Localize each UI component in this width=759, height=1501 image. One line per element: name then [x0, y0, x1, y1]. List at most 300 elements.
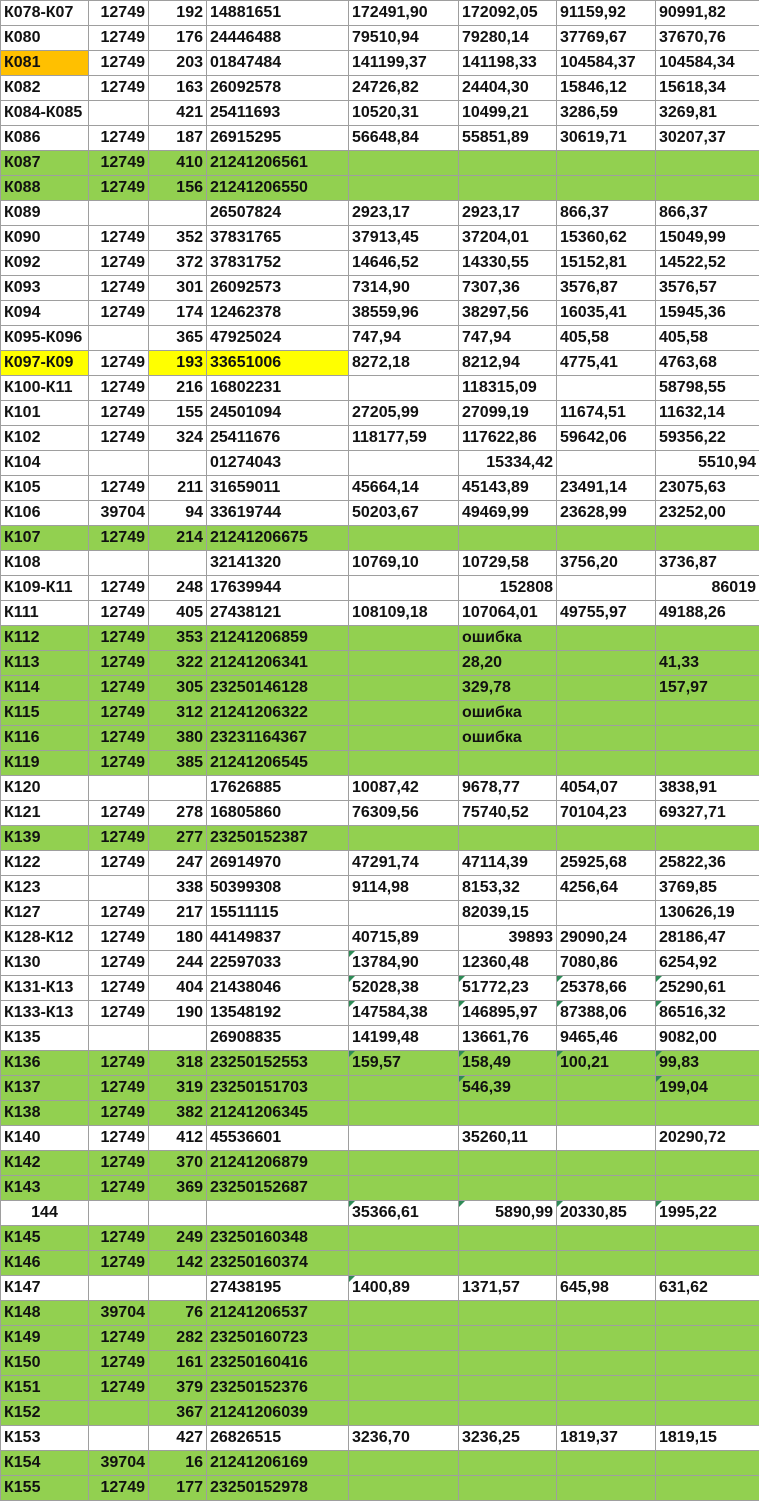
cell-meter[interactable]: 45536601 — [207, 1126, 349, 1151]
cell-value-c[interactable]: 15360,62 — [557, 226, 656, 251]
cell-value-a[interactable]: 3236,70 — [349, 1426, 459, 1451]
cell-id[interactable]: К080 — [1, 26, 89, 51]
cell-code[interactable] — [89, 876, 149, 901]
cell-value-a[interactable]: 8272,18 — [349, 351, 459, 376]
cell-meter[interactable]: 22597033 — [207, 951, 349, 976]
cell-number[interactable]: 217 — [149, 901, 207, 926]
cell-value-c[interactable]: 645,98 — [557, 1276, 656, 1301]
cell-code[interactable]: 12749 — [89, 576, 149, 601]
cell-value-d[interactable] — [656, 726, 759, 751]
cell-id[interactable]: К152 — [1, 1401, 89, 1426]
cell-number[interactable]: 312 — [149, 701, 207, 726]
cell-value-c[interactable] — [557, 1251, 656, 1276]
cell-meter[interactable]: 21241206550 — [207, 176, 349, 201]
cell-number[interactable]: 305 — [149, 676, 207, 701]
cell-value-c[interactable] — [557, 751, 656, 776]
cell-value-c[interactable]: 59642,06 — [557, 426, 656, 451]
cell-number[interactable]: 190 — [149, 1001, 207, 1026]
cell-meter[interactable]: 33651006 — [207, 351, 349, 376]
cell-id[interactable]: К120 — [1, 776, 89, 801]
cell-code[interactable]: 12749 — [89, 1376, 149, 1401]
cell-number[interactable]: 278 — [149, 801, 207, 826]
cell-value-a[interactable]: 10087,42 — [349, 776, 459, 801]
cell-value-a[interactable]: 1400,89 — [349, 1276, 459, 1301]
cell-value-d[interactable]: 3269,81 — [656, 101, 759, 126]
cell-meter[interactable]: 01847484 — [207, 51, 349, 76]
cell-value-a[interactable] — [349, 901, 459, 926]
cell-code[interactable]: 12749 — [89, 1226, 149, 1251]
cell-id[interactable]: К133-К13 — [1, 1001, 89, 1026]
cell-value-d[interactable]: 41,33 — [656, 651, 759, 676]
cell-meter[interactable]: 23250160374 — [207, 1251, 349, 1276]
cell-value-b[interactable] — [459, 176, 557, 201]
cell-value-c[interactable]: 20330,85 — [557, 1201, 656, 1226]
cell-code[interactable]: 12749 — [89, 226, 149, 251]
cell-number[interactable]: 214 — [149, 526, 207, 551]
cell-value-d[interactable]: 5510,94 — [656, 451, 759, 476]
cell-value-b[interactable] — [459, 1176, 557, 1201]
cell-value-c[interactable]: 37769,67 — [557, 26, 656, 51]
cell-code[interactable]: 12749 — [89, 276, 149, 301]
cell-value-b[interactable]: 35260,11 — [459, 1126, 557, 1151]
cell-number[interactable]: 382 — [149, 1101, 207, 1126]
cell-id[interactable]: К148 — [1, 1301, 89, 1326]
cell-value-b[interactable]: 2923,17 — [459, 201, 557, 226]
cell-value-a[interactable]: 747,94 — [349, 326, 459, 351]
cell-number[interactable]: 318 — [149, 1051, 207, 1076]
cell-value-b[interactable] — [459, 1226, 557, 1251]
cell-value-c[interactable] — [557, 1101, 656, 1126]
cell-meter[interactable]: 23250152978 — [207, 1476, 349, 1501]
cell-value-a[interactable]: 47291,74 — [349, 851, 459, 876]
cell-value-d[interactable] — [656, 151, 759, 176]
cell-value-b[interactable]: 5890,99 — [459, 1201, 557, 1226]
cell-number[interactable]: 421 — [149, 101, 207, 126]
cell-code[interactable]: 12749 — [89, 1126, 149, 1151]
cell-value-b[interactable]: 10729,58 — [459, 551, 557, 576]
cell-code[interactable] — [89, 1426, 149, 1451]
cell-code[interactable]: 12749 — [89, 376, 149, 401]
cell-value-b[interactable] — [459, 1376, 557, 1401]
cell-code[interactable]: 12749 — [89, 526, 149, 551]
cell-value-b[interactable]: 55851,89 — [459, 126, 557, 151]
cell-value-b[interactable] — [459, 751, 557, 776]
cell-value-a[interactable] — [349, 1351, 459, 1376]
cell-code[interactable] — [89, 451, 149, 476]
cell-meter[interactable]: 23250152376 — [207, 1376, 349, 1401]
cell-number[interactable]: 379 — [149, 1376, 207, 1401]
cell-number[interactable]: 155 — [149, 401, 207, 426]
cell-value-b[interactable]: 172092,05 — [459, 1, 557, 26]
cell-value-d[interactable] — [656, 1401, 759, 1426]
cell-id[interactable]: К094 — [1, 301, 89, 326]
cell-value-d[interactable] — [656, 176, 759, 201]
cell-id[interactable]: К078-К07 — [1, 1, 89, 26]
cell-number[interactable]: 249 — [149, 1226, 207, 1251]
cell-meter[interactable]: 24446488 — [207, 26, 349, 51]
cell-code[interactable]: 12749 — [89, 76, 149, 101]
cell-number[interactable]: 353 — [149, 626, 207, 651]
cell-value-a[interactable] — [349, 651, 459, 676]
cell-code[interactable]: 12749 — [89, 826, 149, 851]
cell-meter[interactable]: 26092573 — [207, 276, 349, 301]
cell-meter[interactable]: 14881651 — [207, 1, 349, 26]
cell-value-a[interactable] — [349, 626, 459, 651]
cell-number[interactable]: 277 — [149, 826, 207, 851]
cell-value-a[interactable] — [349, 1401, 459, 1426]
cell-meter[interactable]: 21241206341 — [207, 651, 349, 676]
cell-value-c[interactable] — [557, 676, 656, 701]
cell-value-b[interactable]: 27099,19 — [459, 401, 557, 426]
cell-value-a[interactable]: 159,57 — [349, 1051, 459, 1076]
cell-value-b[interactable]: 15334,42 — [459, 451, 557, 476]
cell-code[interactable]: 12749 — [89, 1351, 149, 1376]
cell-id[interactable]: К147 — [1, 1276, 89, 1301]
cell-code[interactable]: 12749 — [89, 401, 149, 426]
cell-value-c[interactable]: 49755,97 — [557, 601, 656, 626]
cell-id[interactable]: К155 — [1, 1476, 89, 1501]
cell-meter[interactable]: 17639944 — [207, 576, 349, 601]
cell-meter[interactable]: 21241206537 — [207, 1301, 349, 1326]
cell-value-c[interactable] — [557, 151, 656, 176]
cell-value-b[interactable] — [459, 1101, 557, 1126]
cell-value-d[interactable] — [656, 1226, 759, 1251]
cell-value-d[interactable] — [656, 626, 759, 651]
cell-code[interactable] — [89, 326, 149, 351]
cell-value-c[interactable]: 1819,37 — [557, 1426, 656, 1451]
cell-id[interactable]: К113 — [1, 651, 89, 676]
cell-value-c[interactable]: 3576,87 — [557, 276, 656, 301]
cell-value-b[interactable] — [459, 1451, 557, 1476]
cell-value-b[interactable] — [459, 1476, 557, 1501]
cell-value-c[interactable]: 7080,86 — [557, 951, 656, 976]
cell-value-a[interactable]: 2923,17 — [349, 201, 459, 226]
cell-value-b[interactable] — [459, 151, 557, 176]
cell-value-b[interactable]: 329,78 — [459, 676, 557, 701]
cell-meter[interactable]: 23250160723 — [207, 1326, 349, 1351]
cell-value-b[interactable]: 75740,52 — [459, 801, 557, 826]
cell-number[interactable]: 404 — [149, 976, 207, 1001]
cell-value-d[interactable] — [656, 1476, 759, 1501]
cell-value-d[interactable]: 15618,34 — [656, 76, 759, 101]
cell-value-a[interactable] — [349, 151, 459, 176]
cell-number[interactable] — [149, 776, 207, 801]
cell-number[interactable]: 244 — [149, 951, 207, 976]
cell-value-a[interactable]: 147584,38 — [349, 1001, 459, 1026]
cell-code[interactable]: 12749 — [89, 126, 149, 151]
cell-value-a[interactable]: 76309,56 — [349, 801, 459, 826]
cell-value-a[interactable] — [349, 1101, 459, 1126]
cell-id[interactable]: К135 — [1, 1026, 89, 1051]
cell-value-a[interactable]: 52028,38 — [349, 976, 459, 1001]
cell-meter[interactable]: 26826515 — [207, 1426, 349, 1451]
cell-value-a[interactable]: 24726,82 — [349, 76, 459, 101]
cell-value-b[interactable]: 8212,94 — [459, 351, 557, 376]
cell-value-b[interactable]: ошибка — [459, 626, 557, 651]
cell-code[interactable]: 12749 — [89, 1001, 149, 1026]
cell-code[interactable]: 12749 — [89, 1101, 149, 1126]
cell-id[interactable]: К151 — [1, 1376, 89, 1401]
cell-value-b[interactable] — [459, 1251, 557, 1276]
cell-value-b[interactable]: 7307,36 — [459, 276, 557, 301]
cell-code[interactable] — [89, 1401, 149, 1426]
cell-code[interactable]: 12749 — [89, 626, 149, 651]
cell-value-a[interactable] — [349, 1476, 459, 1501]
cell-id[interactable]: К105 — [1, 476, 89, 501]
cell-value-c[interactable]: 866,37 — [557, 201, 656, 226]
cell-number[interactable]: 322 — [149, 651, 207, 676]
cell-value-d[interactable]: 25290,61 — [656, 976, 759, 1001]
cell-meter[interactable]: 27438195 — [207, 1276, 349, 1301]
cell-value-c[interactable] — [557, 626, 656, 651]
cell-code[interactable]: 12749 — [89, 951, 149, 976]
cell-meter[interactable]: 23250160348 — [207, 1226, 349, 1251]
cell-id[interactable]: К122 — [1, 851, 89, 876]
cell-value-b[interactable] — [459, 1401, 557, 1426]
cell-value-b[interactable]: ошибка — [459, 726, 557, 751]
cell-value-b[interactable]: 118315,09 — [459, 376, 557, 401]
cell-id[interactable]: К107 — [1, 526, 89, 551]
cell-number[interactable]: 216 — [149, 376, 207, 401]
cell-value-a[interactable] — [349, 1326, 459, 1351]
cell-meter[interactable]: 50399308 — [207, 876, 349, 901]
cell-meter[interactable]: 16802231 — [207, 376, 349, 401]
cell-value-d[interactable]: 866,37 — [656, 201, 759, 226]
cell-id[interactable]: К150 — [1, 1351, 89, 1376]
cell-id[interactable]: 144 — [1, 1201, 89, 1226]
cell-id[interactable]: К093 — [1, 276, 89, 301]
cell-number[interactable]: 324 — [149, 426, 207, 451]
cell-value-c[interactable]: 15846,12 — [557, 76, 656, 101]
cell-value-b[interactable]: 13661,76 — [459, 1026, 557, 1051]
cell-value-c[interactable]: 3756,20 — [557, 551, 656, 576]
cell-value-a[interactable] — [349, 451, 459, 476]
cell-number[interactable]: 187 — [149, 126, 207, 151]
cell-value-d[interactable]: 1819,15 — [656, 1426, 759, 1451]
cell-code[interactable]: 12749 — [89, 151, 149, 176]
cell-value-d[interactable] — [656, 826, 759, 851]
cell-value-b[interactable]: 158,49 — [459, 1051, 557, 1076]
cell-code[interactable]: 12749 — [89, 351, 149, 376]
cell-number[interactable]: 248 — [149, 576, 207, 601]
cell-code[interactable]: 12749 — [89, 851, 149, 876]
cell-number[interactable]: 370 — [149, 1151, 207, 1176]
cell-value-b[interactable]: 79280,14 — [459, 26, 557, 51]
cell-value-b[interactable]: 141198,33 — [459, 51, 557, 76]
cell-value-c[interactable] — [557, 1476, 656, 1501]
cell-meter[interactable]: 21241206879 — [207, 1151, 349, 1176]
cell-value-c[interactable] — [557, 826, 656, 851]
cell-value-a[interactable]: 7314,90 — [349, 276, 459, 301]
cell-code[interactable]: 12749 — [89, 726, 149, 751]
cell-value-a[interactable]: 9114,98 — [349, 876, 459, 901]
cell-value-d[interactable] — [656, 1376, 759, 1401]
cell-value-c[interactable] — [557, 1126, 656, 1151]
cell-id[interactable]: К114 — [1, 676, 89, 701]
cell-number[interactable]: 410 — [149, 151, 207, 176]
cell-meter[interactable]: 15511115 — [207, 901, 349, 926]
cell-id[interactable]: К153 — [1, 1426, 89, 1451]
cell-value-a[interactable]: 118177,59 — [349, 426, 459, 451]
cell-meter[interactable]: 21241206345 — [207, 1101, 349, 1126]
cell-value-c[interactable]: 23628,99 — [557, 501, 656, 526]
cell-value-b[interactable]: 117622,86 — [459, 426, 557, 451]
cell-id[interactable]: К100-К11 — [1, 376, 89, 401]
cell-meter[interactable]: 26915295 — [207, 126, 349, 151]
cell-value-d[interactable] — [656, 1326, 759, 1351]
cell-meter[interactable]: 25411676 — [207, 426, 349, 451]
cell-id[interactable]: К095-К096 — [1, 326, 89, 351]
cell-number[interactable]: 94 — [149, 501, 207, 526]
cell-value-c[interactable] — [557, 1176, 656, 1201]
cell-number[interactable] — [149, 451, 207, 476]
cell-value-c[interactable]: 16035,41 — [557, 301, 656, 326]
cell-value-d[interactable]: 199,04 — [656, 1076, 759, 1101]
cell-id[interactable]: К088 — [1, 176, 89, 201]
cell-value-c[interactable] — [557, 1076, 656, 1101]
cell-number[interactable]: 177 — [149, 1476, 207, 1501]
cell-id[interactable]: К136 — [1, 1051, 89, 1076]
cell-meter[interactable]: 37831765 — [207, 226, 349, 251]
cell-value-c[interactable]: 4775,41 — [557, 351, 656, 376]
cell-number[interactable]: 193 — [149, 351, 207, 376]
cell-meter[interactable]: 32141320 — [207, 551, 349, 576]
cell-meter[interactable]: 17626885 — [207, 776, 349, 801]
cell-value-a[interactable] — [349, 1251, 459, 1276]
cell-meter[interactable] — [207, 1201, 349, 1226]
cell-id[interactable]: К086 — [1, 126, 89, 151]
cell-value-c[interactable] — [557, 701, 656, 726]
cell-id[interactable]: К138 — [1, 1101, 89, 1126]
cell-value-d[interactable]: 23252,00 — [656, 501, 759, 526]
cell-value-d[interactable]: 14522,52 — [656, 251, 759, 276]
cell-code[interactable]: 39704 — [89, 501, 149, 526]
cell-id[interactable]: К139 — [1, 826, 89, 851]
cell-value-b[interactable] — [459, 826, 557, 851]
cell-meter[interactable]: 12462378 — [207, 301, 349, 326]
cell-id[interactable]: К108 — [1, 551, 89, 576]
cell-meter[interactable]: 37831752 — [207, 251, 349, 276]
cell-value-a[interactable]: 108109,18 — [349, 601, 459, 626]
cell-value-b[interactable]: 146895,97 — [459, 1001, 557, 1026]
cell-value-d[interactable]: 9082,00 — [656, 1026, 759, 1051]
cell-value-c[interactable] — [557, 526, 656, 551]
cell-meter[interactable]: 21241206322 — [207, 701, 349, 726]
cell-value-b[interactable]: 3236,25 — [459, 1426, 557, 1451]
cell-value-c[interactable] — [557, 1226, 656, 1251]
cell-value-d[interactable]: 99,83 — [656, 1051, 759, 1076]
cell-value-d[interactable]: 25822,36 — [656, 851, 759, 876]
cell-value-d[interactable] — [656, 1351, 759, 1376]
cell-code[interactable] — [89, 776, 149, 801]
cell-number[interactable]: 385 — [149, 751, 207, 776]
cell-value-b[interactable] — [459, 1351, 557, 1376]
cell-code[interactable] — [89, 1026, 149, 1051]
cell-id[interactable]: К131-К13 — [1, 976, 89, 1001]
cell-value-b[interactable]: 37204,01 — [459, 226, 557, 251]
cell-number[interactable]: 380 — [149, 726, 207, 751]
cell-value-d[interactable] — [656, 1301, 759, 1326]
cell-number[interactable]: 211 — [149, 476, 207, 501]
cell-value-a[interactable]: 27205,99 — [349, 401, 459, 426]
cell-value-a[interactable]: 172491,90 — [349, 1, 459, 26]
cell-number[interactable]: 142 — [149, 1251, 207, 1276]
cell-id[interactable]: К084-К085 — [1, 101, 89, 126]
cell-value-b[interactable] — [459, 1151, 557, 1176]
cell-number[interactable]: 163 — [149, 76, 207, 101]
cell-code[interactable]: 12749 — [89, 1076, 149, 1101]
cell-number[interactable]: 427 — [149, 1426, 207, 1451]
cell-value-c[interactable] — [557, 1376, 656, 1401]
cell-value-b[interactable]: 39893 — [459, 926, 557, 951]
cell-id[interactable]: К149 — [1, 1326, 89, 1351]
cell-number[interactable]: 161 — [149, 1351, 207, 1376]
cell-code[interactable]: 12749 — [89, 601, 149, 626]
cell-value-b[interactable]: 8153,32 — [459, 876, 557, 901]
cell-value-d[interactable]: 4763,68 — [656, 351, 759, 376]
cell-value-b[interactable] — [459, 1301, 557, 1326]
cell-value-a[interactable] — [349, 526, 459, 551]
cell-code[interactable]: 12749 — [89, 1476, 149, 1501]
cell-id[interactable]: К123 — [1, 876, 89, 901]
cell-number[interactable]: 156 — [149, 176, 207, 201]
cell-value-d[interactable] — [656, 1251, 759, 1276]
cell-meter[interactable]: 23250152553 — [207, 1051, 349, 1076]
cell-value-c[interactable] — [557, 1301, 656, 1326]
cell-id[interactable]: К106 — [1, 501, 89, 526]
cell-code[interactable]: 12749 — [89, 51, 149, 76]
cell-number[interactable] — [149, 1201, 207, 1226]
cell-number[interactable]: 282 — [149, 1326, 207, 1351]
cell-id[interactable]: К116 — [1, 726, 89, 751]
cell-meter[interactable]: 26914970 — [207, 851, 349, 876]
cell-code[interactable]: 12749 — [89, 301, 149, 326]
cell-code[interactable]: 12749 — [89, 1326, 149, 1351]
cell-id[interactable]: К145 — [1, 1226, 89, 1251]
cell-meter[interactable]: 44149837 — [207, 926, 349, 951]
cell-value-c[interactable] — [557, 1326, 656, 1351]
cell-id[interactable]: К101 — [1, 401, 89, 426]
cell-value-b[interactable]: 49469,99 — [459, 501, 557, 526]
cell-value-a[interactable]: 14199,48 — [349, 1026, 459, 1051]
cell-value-d[interactable]: 15945,36 — [656, 301, 759, 326]
cell-value-c[interactable]: 91159,92 — [557, 1, 656, 26]
cell-value-b[interactable]: 45143,89 — [459, 476, 557, 501]
cell-value-c[interactable]: 29090,24 — [557, 926, 656, 951]
cell-value-b[interactable]: 24404,30 — [459, 76, 557, 101]
cell-value-d[interactable] — [656, 751, 759, 776]
cell-number[interactable]: 192 — [149, 1, 207, 26]
cell-number[interactable]: 174 — [149, 301, 207, 326]
cell-meter[interactable]: 47925024 — [207, 326, 349, 351]
cell-value-a[interactable] — [349, 1301, 459, 1326]
cell-meter[interactable]: 26092578 — [207, 76, 349, 101]
cell-meter[interactable]: 26507824 — [207, 201, 349, 226]
cell-value-b[interactable]: 1371,57 — [459, 1276, 557, 1301]
cell-number[interactable]: 247 — [149, 851, 207, 876]
cell-value-d[interactable] — [656, 1101, 759, 1126]
cell-meter[interactable]: 21241206561 — [207, 151, 349, 176]
cell-meter[interactable]: 21241206545 — [207, 751, 349, 776]
cell-code[interactable]: 39704 — [89, 1301, 149, 1326]
cell-value-d[interactable]: 3769,85 — [656, 876, 759, 901]
cell-value-b[interactable]: 9678,77 — [459, 776, 557, 801]
cell-value-c[interactable]: 9465,46 — [557, 1026, 656, 1051]
cell-value-c[interactable]: 87388,06 — [557, 1001, 656, 1026]
cell-code[interactable]: 12749 — [89, 1, 149, 26]
cell-value-b[interactable] — [459, 526, 557, 551]
cell-id[interactable]: К104 — [1, 451, 89, 476]
